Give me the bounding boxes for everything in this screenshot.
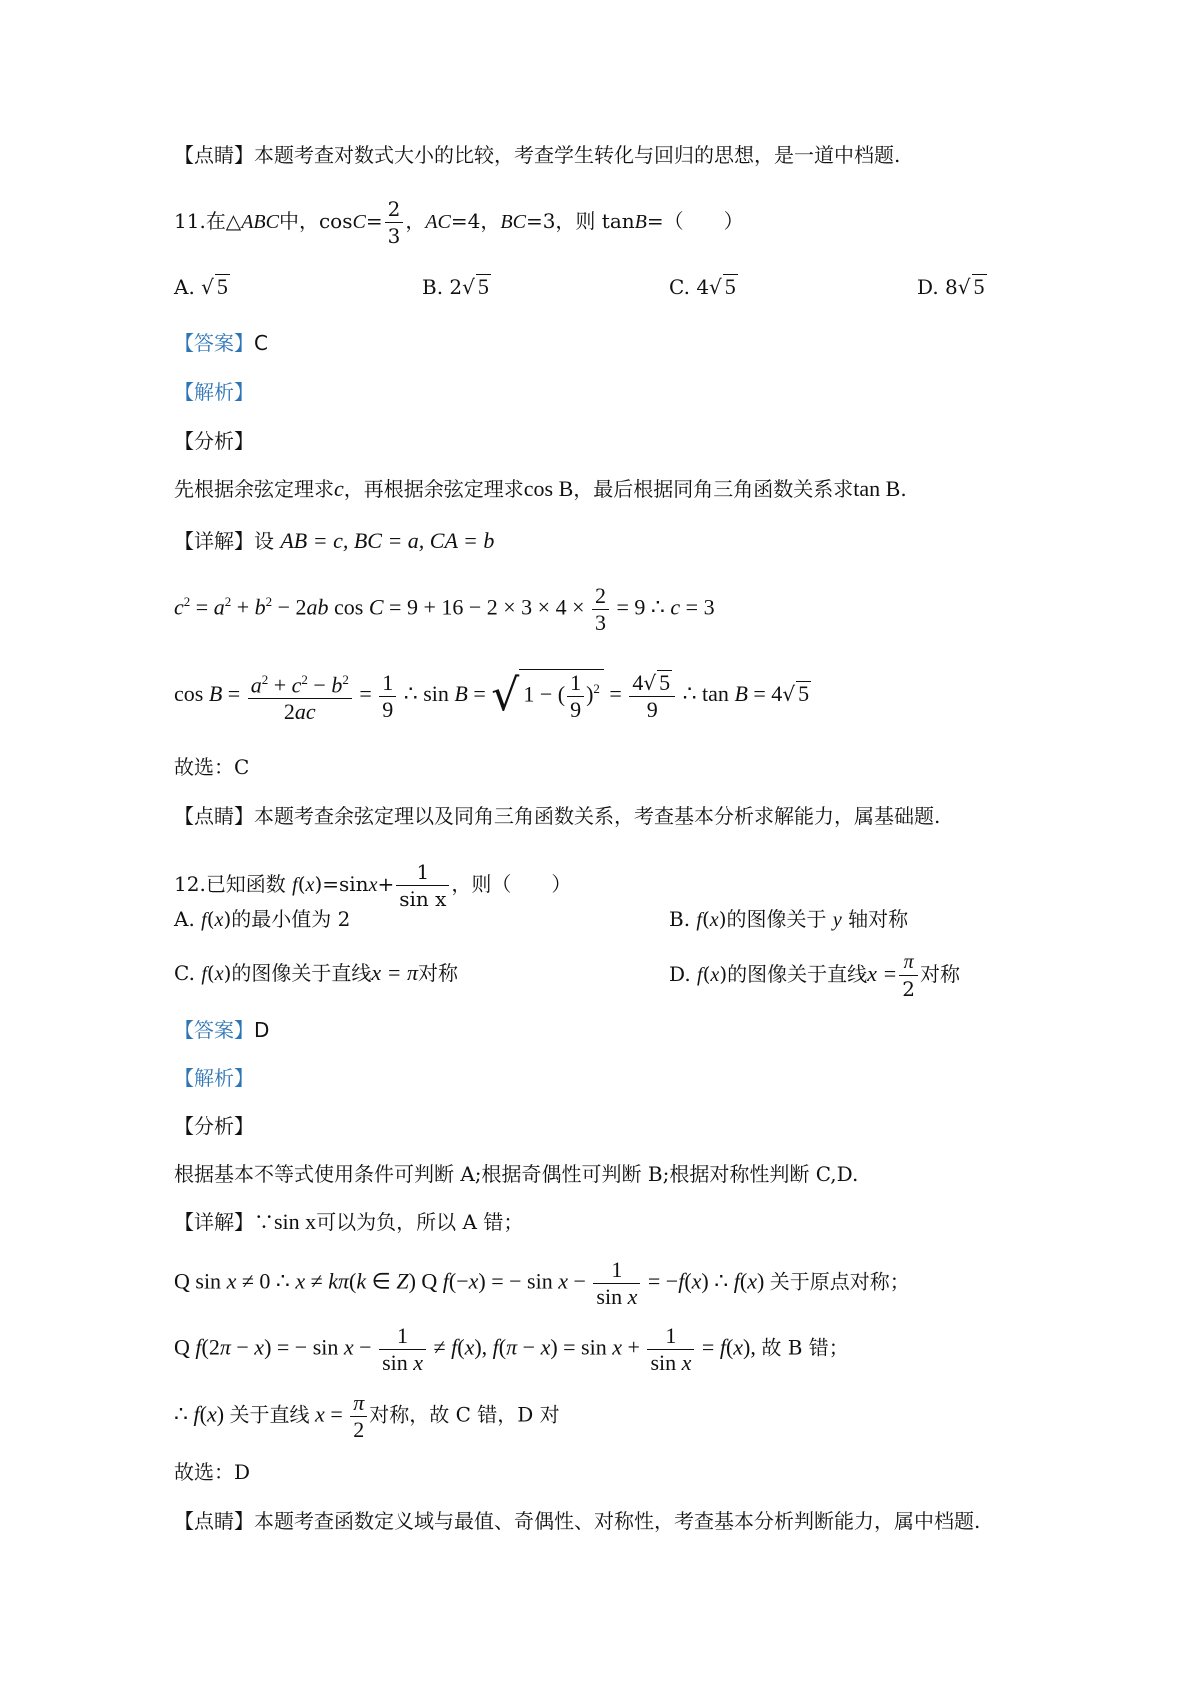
q11-jiexi-tag: 【解析】 <box>174 380 254 404</box>
q12-option-d: D. f(x)的图像关于直线x = $\frac{\pi}{2}$ 对称 <box>669 951 960 1001</box>
q11-answer: 【答案】C <box>174 331 268 355</box>
q12-stem: 12.已知函数 f(x)=sinx+ $\frac{1}{\text{sin x}}$ ，则（ ） <box>174 860 572 911</box>
q11-option-d: D. 8√ 5 <box>917 274 985 299</box>
q12-xiangjie: 【详解】∵sin x可以为负，所以 A 错； <box>174 1209 524 1234</box>
q11-fenxi-text: 先根据余弦定理求c，再根据余弦定理求cos B，最后根据同角三角函数关系求tan B. <box>174 476 907 501</box>
q11-fraction: $\frac{2}{3}$ <box>385 196 404 249</box>
q12-answer: 【答案】D <box>174 1018 270 1042</box>
q11-option-b: B. 2√ 5 <box>422 274 489 299</box>
q11-xiangjie: 【详解】设 AB = c, BC = a, CA = b <box>174 528 495 553</box>
q11-guxuan: 故选：C <box>174 755 250 779</box>
q11-dianjing: 【点睛】本题考查余弦定理以及同角三角函数关系，考查基本分析求解能力，属基础题. <box>174 804 941 828</box>
q11-option-a: A. √ 5 <box>174 274 228 299</box>
q12-fenxi-tag: 【分析】 <box>174 1114 254 1138</box>
q11-equation-1: $c^2 = a^2 + b^2 - 2ab$ cos C = 9 + 16 − 2 × 3 × 4 × $\frac{2}{3}$ = 9 ∴ c = 3 <box>174 583 715 635</box>
q11-stem: 11.在△ABC中，cosC= $\frac{2}{3}$ ，AC=4，BC=3，则 tanB=（ ） <box>174 197 744 248</box>
q12-equation-2: Q f(2π − x) = − sin x − $\frac{1}{\text{sin x}}$ ≠ f(x), f(π − x) = sin x + $\frac{1}{\text{sin x}}$ = f(x), 故 B 错； <box>174 1323 849 1375</box>
previous-remark: 【点睛】本题考查对数式大小的比较，考查学生转化与回归的思想，是一道中档题. <box>174 143 901 167</box>
q11-option-c: C. 4√ 5 <box>669 274 736 299</box>
q12-fraction: $\frac{1}{\text{sin x}}$ <box>396 859 449 912</box>
q12-option-c: C. f(x)的图像关于直线x = π对称 <box>174 960 459 985</box>
q12-jiexi-tag: 【解析】 <box>174 1066 254 1090</box>
q12-dianjing: 【点睛】本题考查函数定义域与最值、奇偶性、对称性，考查基本分析判断能力，属中档题. <box>174 1509 981 1533</box>
q12-guxuan: 故选：D <box>174 1460 251 1484</box>
q12-option-a: A. f(x)的最小值为 2 <box>174 907 351 931</box>
q12-fenxi-text: 根据基本不等式使用条件可判断 A;根据奇偶性可判断 B;根据对称性判断 C,D. <box>174 1162 859 1186</box>
q11-equation-2: cos B = $\frac{a^2 + c^2 - b^2}{2ac}$ = $\frac{1}{9}$ ∴ sin B = √ 1 − ( $\frac{1}{9}$ )$^2$ = $\frac{4√ 5}{9}$ ∴ tan B = 4√ 5 <box>174 667 811 725</box>
q12-equation-3: ∴ f(x) 关于直线 x = $\frac{\pi}{2}$ 对称，故 C 错，D 对 <box>174 1390 560 1442</box>
q12-equation-1: Q sin x ≠ 0 ∴ x ≠ kπ(k ∈ Z) Q f(−x) = − sin x − $\frac{1}{\text{sin x}}$ = −f(x) ∴ f(x) 关于原点对称； <box>174 1257 910 1309</box>
q11-fenxi-tag: 【分析】 <box>174 429 254 453</box>
q12-option-b: B. f(x)的图像关于 y 轴对称 <box>669 907 909 931</box>
